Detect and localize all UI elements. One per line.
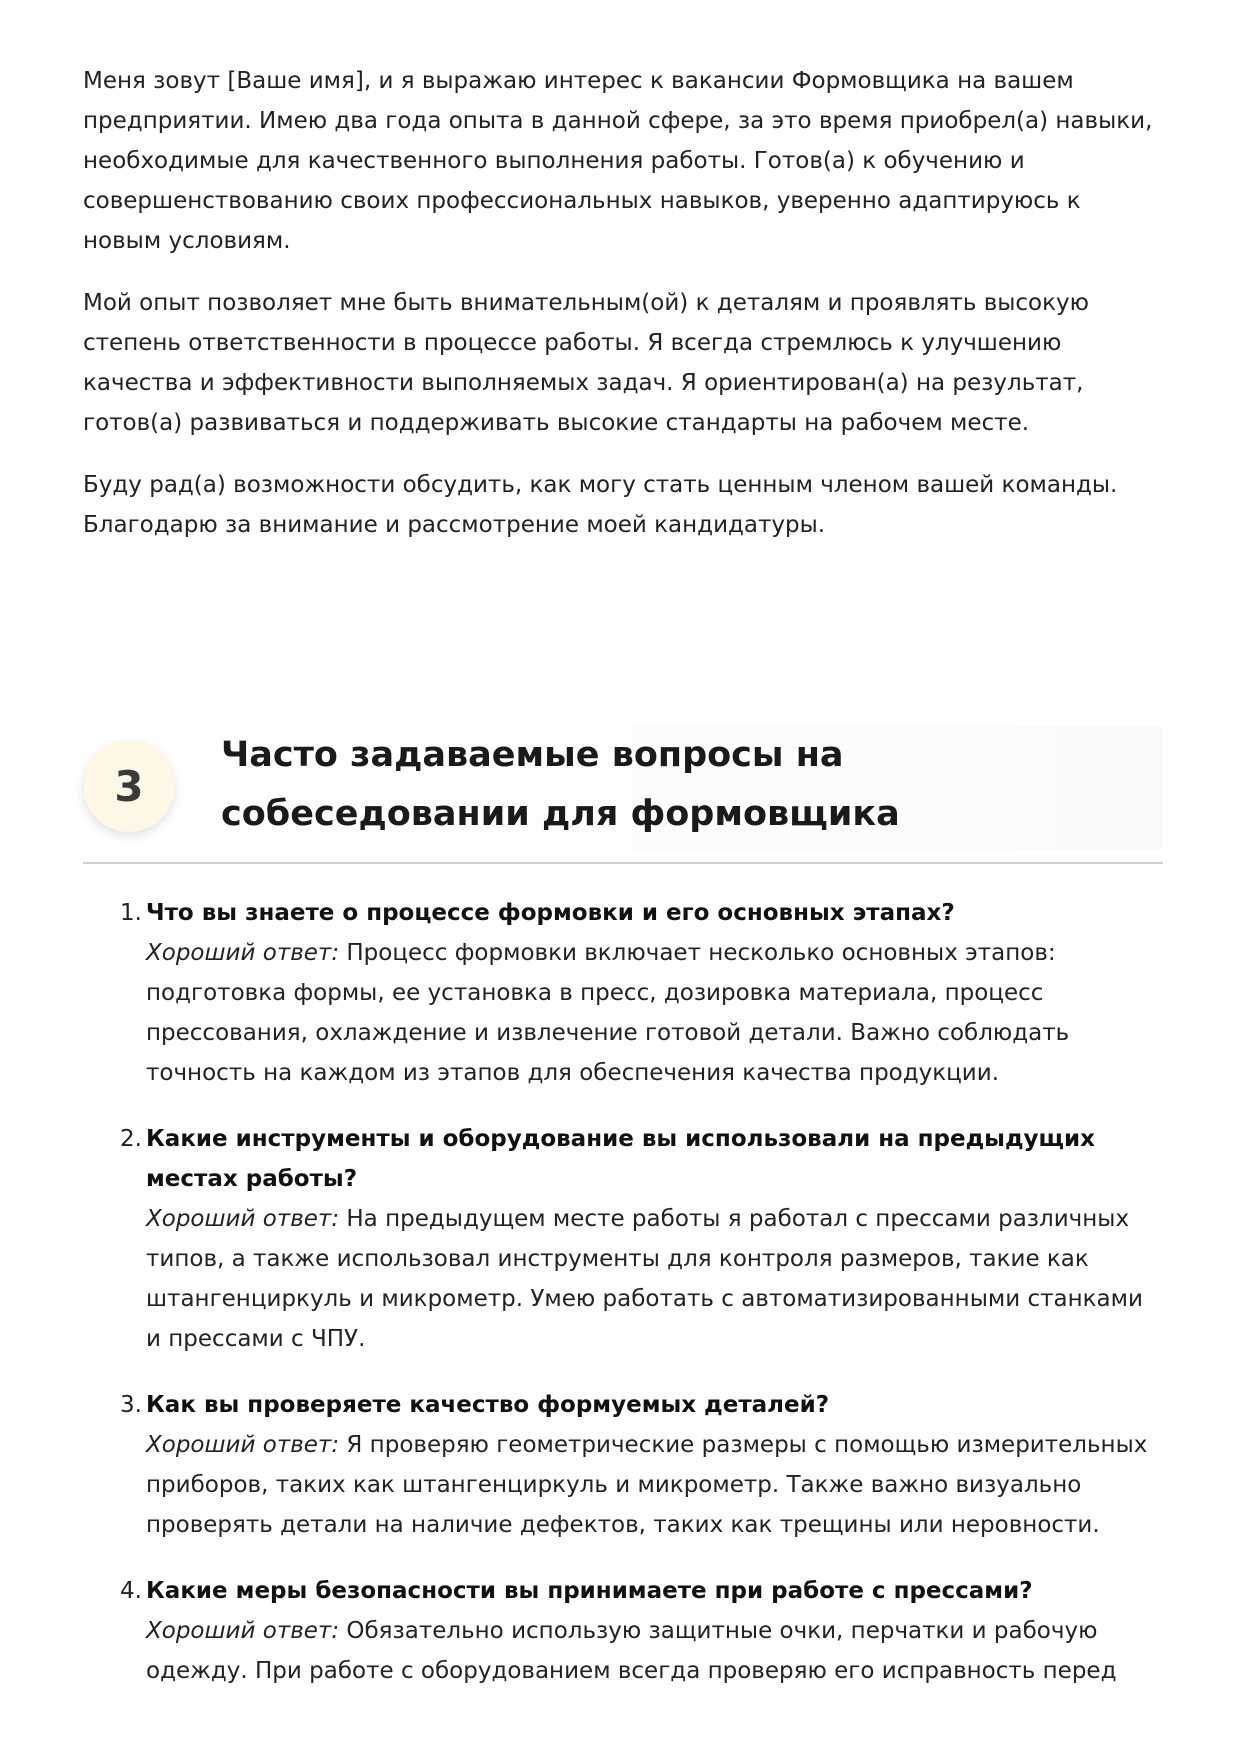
faq-question: Какие меры безопасности вы принимаете при работе с прессами?	[146, 1578, 1033, 1604]
faq-answer-text: Обязательно использую защитные очки, перчатки и рабочую одежду. При работе с оборудованием всегда проверяю его исправность перед	[146, 1618, 1117, 1684]
faq-question-list	[83, 893, 1163, 1717]
cover-letter-paragraph-3: Буду рад(а) возможности обсудить, как могу стать ценным членом вашей команды. Благодарю за внимание и рассмотрение моей кандидатуры.	[83, 472, 1118, 538]
cover-letter-body	[83, 61, 1163, 567]
faq-item-3	[83, 1385, 1163, 1545]
section-number-badge: 3	[83, 740, 175, 832]
faq-answer	[146, 933, 1163, 1093]
faq-answer-text: На предыдущем месте работы я работал с прессами различных типов, а также использовал инструменты для контроля размеров, такие как штангенциркуль и микрометр. Умею работать с автоматизированными станками и прессами с ЧПУ.	[146, 1206, 1143, 1352]
good-answer-label: Хороший ответ:	[146, 1206, 340, 1232]
cover-letter-paragraph-2: Мой опыт позволяет мне быть внимательным(ой) к деталям и проявлять высокую степень ответственности в процессе работы. Я всегда стремлюсь к улучшению качества и эффективности выполняемых задач. Я ориентирован(а) на результат, готов(а) развиваться и поддерживать высокие стандарты на рабочем месте.	[83, 290, 1089, 436]
faq-item-number: 3.	[120, 1392, 142, 1418]
faq-answer	[146, 1425, 1163, 1545]
faq-item-2	[83, 1119, 1163, 1359]
good-answer-label: Хороший ответ:	[146, 1432, 340, 1458]
good-answer-label: Хороший ответ:	[146, 1618, 340, 1644]
good-answer-label: Хороший ответ:	[146, 940, 340, 966]
faq-answer	[146, 1611, 1163, 1691]
faq-item-4	[83, 1571, 1163, 1691]
faq-answer-text: Я проверяю геометрические размеры с помощью измерительных приборов, таких как штангенциркуль и микрометр. Также важно визуально проверять детали на наличие дефектов, таких как трещины или неровности.	[146, 1432, 1148, 1538]
cover-letter-paragraph-1: Меня зовут [Ваше имя], и я выражаю интерес к вакансии Формовщика на вашем предприятии. Имею два года опыта в данной сфере, за это время приобрел(а) навыки, необходимые для качественного выполнения работы. Готов(а) к обучению и совершенствованию своих профессиональных навыков, уверенно адаптируюсь к новым условиям.	[83, 68, 1153, 254]
faq-section-header	[83, 726, 1163, 864]
faq-answer	[146, 1199, 1163, 1359]
faq-question: Как вы проверяете качество формуемых деталей?	[146, 1392, 830, 1418]
faq-item-number: 2.	[120, 1126, 142, 1152]
faq-item-number: 4.	[120, 1578, 142, 1604]
faq-question: Что вы знаете о процессе формовки и его основных этапах?	[146, 900, 955, 926]
faq-answer-text: Процесс формовки включает несколько основных этапов: подготовка формы, ее установка в пресс, дозировка материала, процесс прессования, охлаждение и извлечение готовой детали. Важно соблюдать точность на каждом из этапов для обеспечения качества продукции.	[146, 940, 1070, 1086]
faq-question: Какие инструменты и оборудование вы использовали на предыдущих местах работы?	[146, 1126, 1095, 1192]
faq-item-1	[83, 893, 1163, 1093]
faq-item-number: 1.	[120, 900, 142, 926]
section-title: Часто задаваемые вопросы на собеседовании для формовщика	[221, 735, 900, 834]
